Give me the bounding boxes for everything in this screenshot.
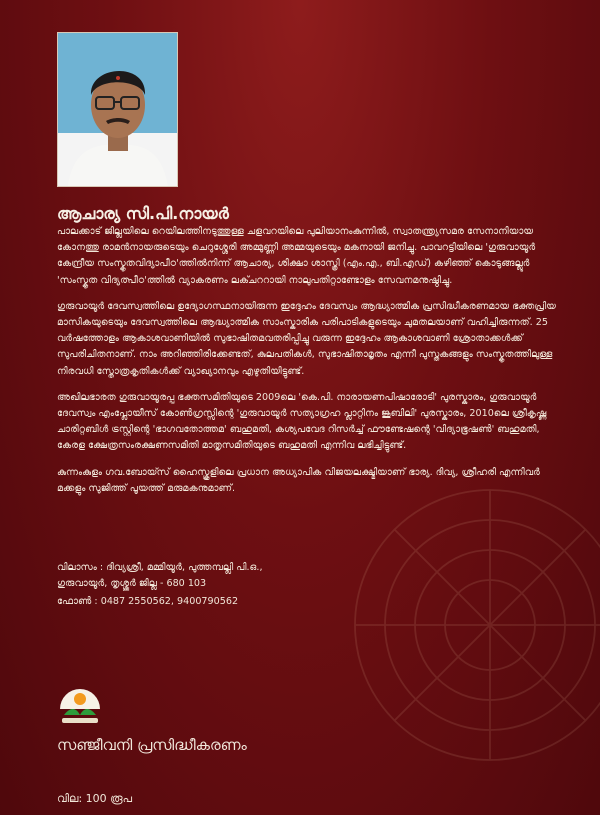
author-bio	[57, 224, 567, 507]
publisher-name: സഞ്ജീവനി പ്രസിദ്ധീകരണം	[57, 736, 247, 754]
author-name: ആചാര്യ സി.പി.നായർ	[57, 204, 229, 223]
author-photo	[57, 32, 178, 187]
address-block	[57, 560, 567, 592]
address-line: വിലാസം : ദിവ്യശ്രീ, മമ്മിയൂർ, പുത്തമ്പല്ലി പി.ഒ.,	[57, 562, 263, 573]
author-portrait	[58, 33, 177, 186]
publisher-logo-icon	[56, 685, 104, 725]
bio-paragraph: പാലക്കാട് ജില്ലയിലെ റെയിലത്തിനടുത്തുള്ള ചളവറയിലെ പുലിയാനംകുന്നിൽ, സ്വാതന്ത്ര്യസമര സേനാനിയായ കോനത്തു രാമൻനായരുടെയും ചെറുശ്ശേരി അമ്മുണ്ണി അമ്മയുടെയും മകനായി ജനിച്ചു. പാവറട്ടിയിലെ 'ഗുരുവായൂർ കേന്ദ്രീയ സംസ്കൃതവിദ്യാപീഠ'ത്തിൽനിന്ന് ആചാര്യ, ശിക്ഷാ ശാസ്ത്രി (എം.എ., ബി.എഡ്) കഴിഞ്ഞ് കൊടുങ്ങല്ലൂർ 'സംസ്കൃത വിദ്യത്പീഠ'ത്തിൽ വ്യാകരണം ലക്ചററായി നാലുപതിറ്റാണ്ടോളം സേവനമനുഷ്ഠിച്ചു.	[57, 226, 536, 286]
bio-paragraph: ഗുരുവായൂർ ദേവസ്വത്തിലെ ഉദ്യോഗസ്ഥനായിരുന്ന ഇദ്ദേഹം ദേവസ്വം ആദ്ധ്യാത്മിക പ്രസിദ്ധീകരണമായ ഭക്തപ്രിയ മാസികയുടെയും ദേവസ്വത്തിലെ ആദ്ധ്യാത്മിക സാംസ്കാരിക പരിപാടികളുടെയും ചുമതലയാണ് വഹിച്ചിരുന്നത്. 25 വർഷത്തോളം ആകാശവാണിയിൽ സുഭാഷിതമവതരിപ്പിച്ചു വരുന്ന ഇദ്ദേഹം ആകാശവാണി ശ്രോതാക്കൾക്ക് സുപരിചിതനാണ്. നാം അറിഞ്ഞിരിക്കേണ്ടത്, കുലപതികൾ, സുഭാഷിതാമൃതം എന്നീ പുസ്തകങ്ങളും സംസ്കൃതത്തിലുള്ള നിരവധി സ്തോത്രകൃതികൾക്ക് വ്യാഖ്യാനവും എഴുതിയിട്ടുണ്ട്.	[57, 300, 556, 377]
address-line: ഗുരുവായൂർ, തൃശ്ശൂർ ജില്ല - 680 103	[57, 578, 207, 590]
bio-paragraph: അഖിലഭാരത ഗുരുവായൂരപ്പ ഭക്തസമിതിയുടെ 2009ലെ 'കെ.പി. നാരായണപിഷാരോടി' പുരസ്കാരം, ഗുരുവായൂർ ദേവസ്വം എംപ്ലോയീസ് കോൺഗ്രസ്സിന്റെ 'ഗുരുവായൂർ സത്യാഗ്രഹ പ്ലാറ്റിനം ജൂബിലി' പുരസ്കാരം, 2010ലെ ശ്രീകൃഷ്ണ ചാരിറ്റബിൾ ട്രസ്റ്റിന്റെ 'ഭാഗവതോത്തമ' ബഹുമതി, കശ്യപവേദ റിസർച്ച് ഫൗണ്ടേഷന്റെ 'വിദ്യാഭൂഷൺ' ബഹുമതി, കേരള ക്ഷേത്രസംരക്ഷണസമിതി മാതൃസമിതിയുടെ ബഹുമതി എന്നിവ ലഭിച്ചിട്ടുണ്ട്.	[57, 391, 547, 452]
mandala-ornament	[340, 475, 600, 775]
bio-paragraph: കുന്നംകുളം ഗവ.ബോയ്സ് ഹൈസ്കൂളിലെ പ്രധാന അധ്യാപിക വിജയലക്ഷ്മിയാണ് ഭാര്യ. ദിവ്യ, ശ്രീഹരി എന്നിവർ മക്കളും സുജിത്ത് പൂയത്ത് മരുമകനുമാണ്.	[57, 466, 540, 494]
price-label: വില: 100 രൂപ	[57, 792, 132, 805]
phone-number: ഫോൺ : 0487 2550562, 9400790562	[57, 596, 239, 607]
